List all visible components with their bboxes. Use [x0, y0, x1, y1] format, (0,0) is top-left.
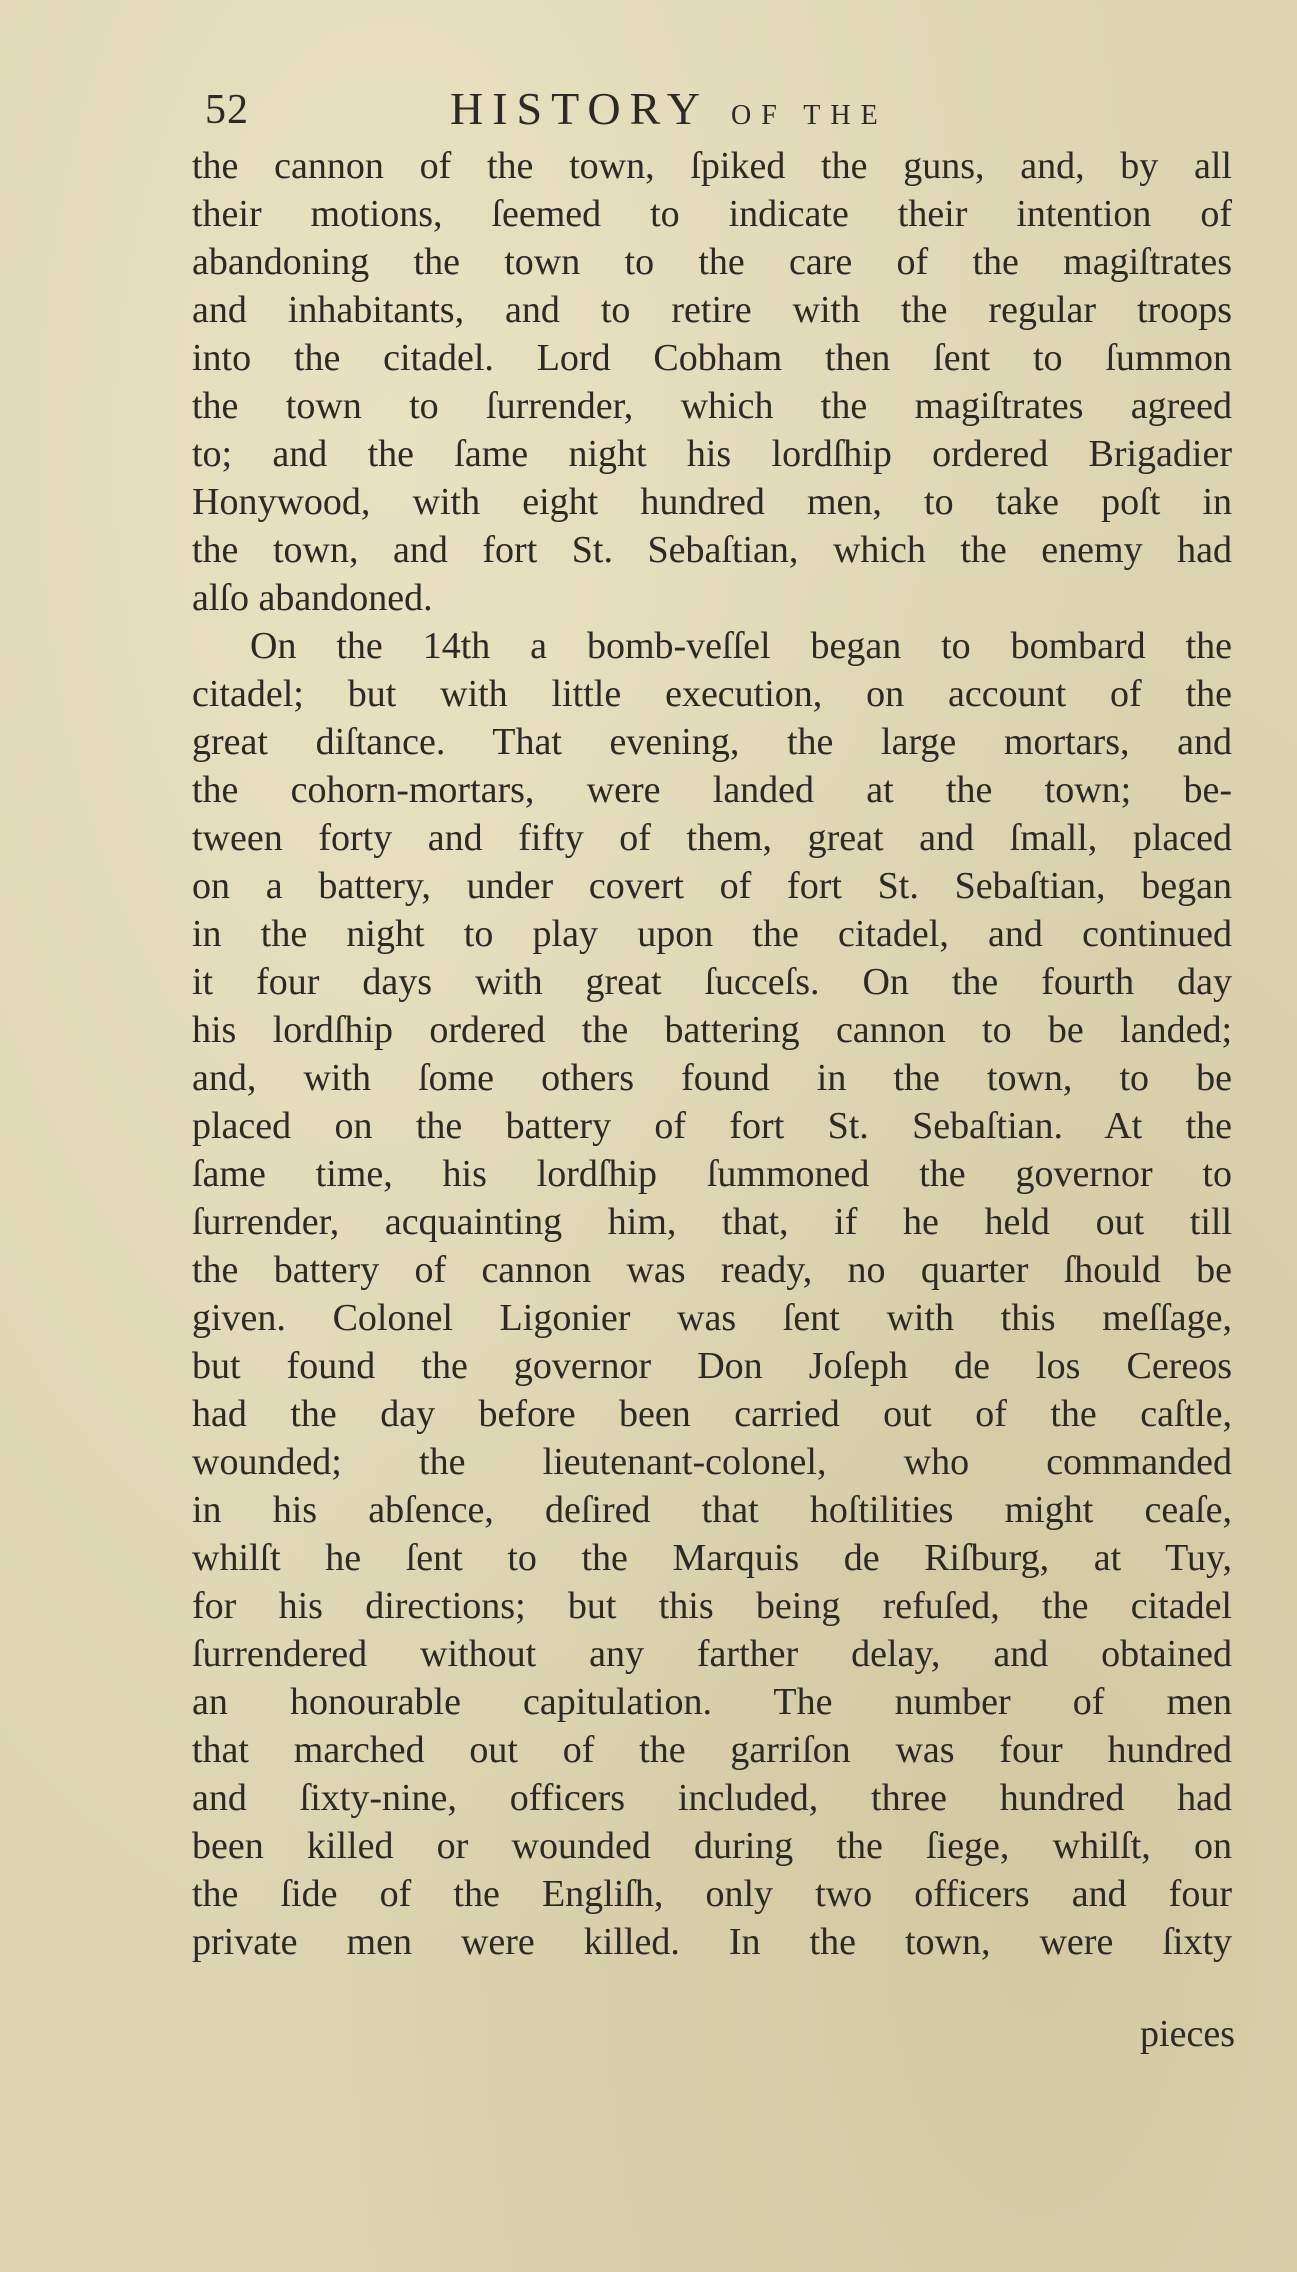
text-line: great diſtance. That evening, the large mortars, and: [192, 721, 1232, 763]
text-line: private men were killed. In the town, were ſixty: [192, 1921, 1232, 1963]
text-line: his lordſhip ordered the battering cannon to be landed;: [192, 1009, 1232, 1051]
text-line: into the citadel. Lord Cobham then ſent to ſummon: [192, 337, 1232, 379]
running-head: [205, 82, 1235, 142]
running-title-small: OF THE: [730, 100, 888, 131]
text-line: their motions, ſeemed to indicate their intention of: [192, 193, 1232, 235]
paragraph-start-line: On the 14th a bomb-veſſel began to bombard the: [250, 625, 1232, 667]
text-line: placed on the battery of fort St. Sebaſtian. At the: [192, 1105, 1232, 1147]
text-line: the cohorn-mortars, were landed at the town; be-: [192, 769, 1232, 811]
text-line: the cannon of the town, ſpiked the guns, and, by all: [192, 145, 1232, 187]
text-line: on a battery, under covert of fort St. Sebaſtian, began: [192, 865, 1232, 907]
text-line: citadel; but with little execution, on account of the: [192, 673, 1232, 715]
text-line: an honourable capitulation. The number of men: [192, 1681, 1232, 1723]
text-line: and, with ſome others found in the town, to be: [192, 1057, 1232, 1099]
text-line: the town, and fort St. Sebaſtian, which the enemy had: [192, 529, 1232, 571]
text-line: the battery of cannon was ready, no quarter ſhould be: [192, 1249, 1232, 1291]
text-line: been killed or wounded during the ſiege, whilſt, on: [192, 1825, 1232, 1867]
text-line: but found the governor Don Joſeph de los Cereos: [192, 1345, 1232, 1387]
text-line: it four days with great ſucceſs. On the fourth day: [192, 961, 1232, 1003]
text-line: that marched out of the garriſon was four hundred: [192, 1729, 1232, 1771]
text-line: for his directions; but this being refuſed, the citadel: [192, 1585, 1232, 1627]
text-line: the town to ſurrender, which the magiſtrates agreed: [192, 385, 1232, 427]
text-line: wounded; the lieutenant-colonel, who commanded: [192, 1441, 1232, 1483]
text-line: in his abſence, deſired that hoſtilities might ceaſe,: [192, 1489, 1232, 1531]
text-line: given. Colonel Ligonier was ſent with this meſſage,: [192, 1297, 1232, 1339]
text-line: abandoning the town to the care of the magiſtrates: [192, 241, 1232, 283]
body-text: [192, 142, 1232, 1966]
text-line: alſo abandoned.: [192, 577, 433, 619]
text-line: whilſt he ſent to the Marquis de Riſburg, at Tuy,: [192, 1537, 1232, 1579]
text-line: to; and the ſame night his lordſhip ordered Brigadier: [192, 433, 1232, 475]
text-line: tween forty and fifty of them, great and ſmall, placed: [192, 817, 1232, 859]
text-line: had the day before been carried out of the caſtle,: [192, 1393, 1232, 1435]
text-line: in the night to play upon the citadel, and continued: [192, 913, 1232, 955]
text-line: and ſixty-nine, officers included, three hundred had: [192, 1777, 1232, 1819]
text-line: the ſide of the Engliſh, only two officers and four: [192, 1873, 1232, 1915]
text-line: Honywood, with eight hundred men, to take poſt in: [192, 481, 1232, 523]
text-line: ſurrender, acquainting him, that, if he held out till: [192, 1201, 1232, 1243]
running-title: [450, 82, 888, 135]
page-number: 52: [205, 87, 249, 133]
catchword: pieces: [1140, 2013, 1235, 2055]
text-line: ſurrendered without any farther delay, and obtained: [192, 1633, 1232, 1675]
running-title-main: HISTORY: [450, 83, 709, 134]
text-line: and inhabitants, and to retire with the regular troops: [192, 289, 1232, 331]
text-line: ſame time, his lordſhip ſummoned the governor to: [192, 1153, 1232, 1195]
